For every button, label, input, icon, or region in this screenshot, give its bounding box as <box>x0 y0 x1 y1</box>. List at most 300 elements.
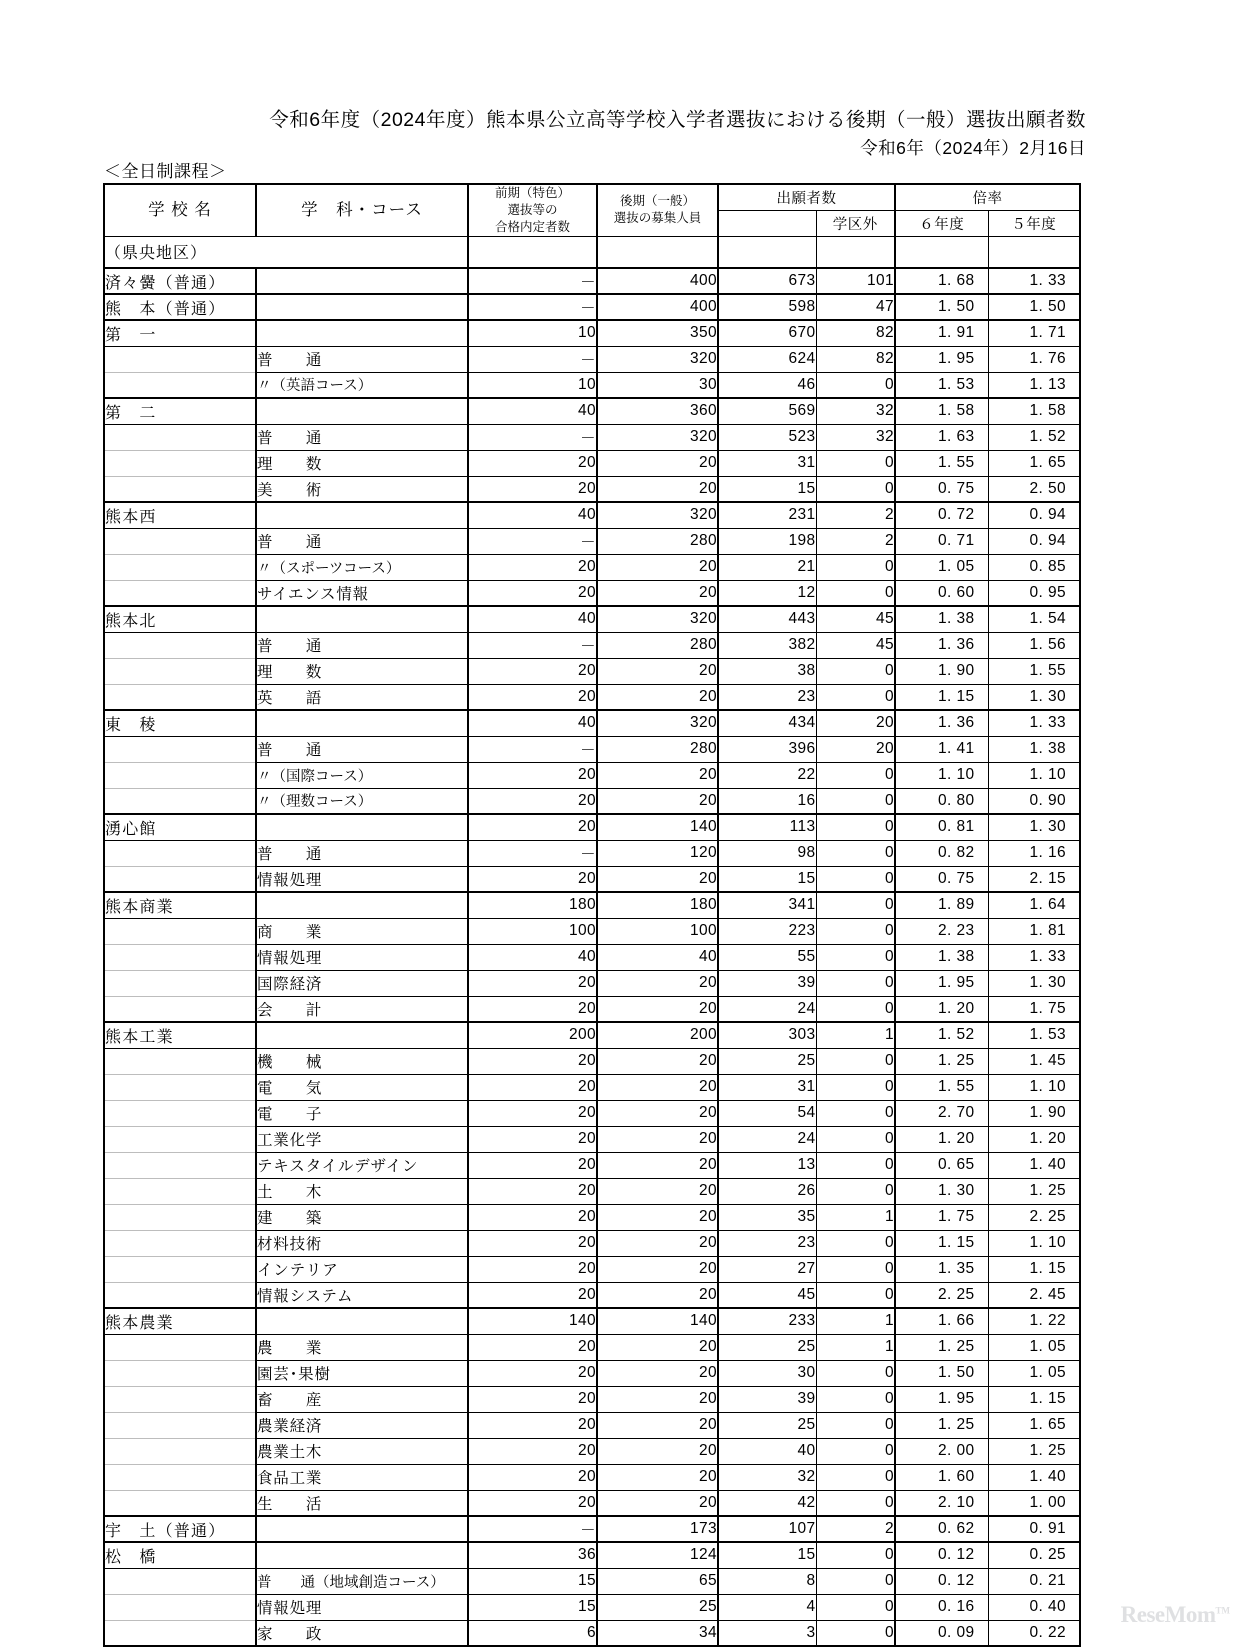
cell-applicants: 624 <box>718 346 816 372</box>
cell-ratio-r5: 1. 05 <box>988 1360 1080 1386</box>
table-row-course <box>104 1074 1080 1100</box>
cell-zenki-quota: 10 <box>468 372 597 398</box>
cell-ratio-r5: 2. 45 <box>988 1282 1080 1308</box>
cell-outside-district: 0 <box>816 1464 895 1490</box>
cell-ratio-r5: 0. 40 <box>988 1594 1080 1620</box>
header-zenki-line3: 合格内定者数 <box>494 219 570 234</box>
cell-ratio-r6: 1. 36 <box>895 632 988 658</box>
cell-outside-district: 47 <box>816 294 895 320</box>
cell-applicants: 42 <box>718 1490 816 1516</box>
cell-applicants: 21 <box>718 554 816 580</box>
table-row-school <box>104 1022 1080 1048</box>
table-row-course <box>104 1438 1080 1464</box>
cell-school-name <box>104 1048 256 1074</box>
cell-ratio-r5: 1. 54 <box>988 606 1080 632</box>
cell-course-name: サイエンス情報 <box>256 580 468 606</box>
cell-outside-district: 0 <box>816 1594 895 1620</box>
header-ratio-r5: ５年度 <box>988 210 1080 236</box>
table-row-course <box>104 866 1080 892</box>
cell-zenki-quota: － <box>468 632 597 658</box>
resemom-watermark <box>1121 1602 1230 1628</box>
cell-course-name: 理 数 <box>256 450 468 476</box>
header-course-label: 学 科・コース <box>301 201 423 219</box>
cell-kouki-quota: 20 <box>597 684 718 710</box>
header-kouki-line2: 選抜の募集人員 <box>613 211 702 226</box>
cell-kouki-quota: 320 <box>597 710 718 736</box>
cell-school-name <box>104 840 256 866</box>
cell-course-name <box>256 502 468 528</box>
cell-school-name <box>104 346 256 372</box>
cell-zenki-quota: 20 <box>468 788 597 814</box>
cell-zenki-quota: 40 <box>468 944 597 970</box>
table-row-course <box>104 788 1080 814</box>
cell-course-name: 建 築 <box>256 1204 468 1230</box>
cell-zenki-quota: － <box>468 424 597 450</box>
cell-ratio-r6: 0. 65 <box>895 1152 988 1178</box>
cell-ratio-r6: 1. 10 <box>895 762 988 788</box>
cell-ratio-r5: 2. 15 <box>988 866 1080 892</box>
cell-ratio-r5: 0. 94 <box>988 528 1080 554</box>
cell-school-name: 済々黌（普通） <box>104 268 256 294</box>
cell-outside-district: 82 <box>816 320 895 346</box>
applicants-table <box>103 183 1081 1647</box>
cell-ratio-r5: 1. 33 <box>988 710 1080 736</box>
region-blank-cell <box>597 236 718 268</box>
header-ratio-r6: ６年度 <box>895 210 988 236</box>
cell-kouki-quota: 25 <box>597 1594 718 1620</box>
cell-school-name: 熊本北 <box>104 606 256 632</box>
table-row-course <box>104 736 1080 762</box>
cell-school-name <box>104 1568 256 1594</box>
cell-kouki-quota: 350 <box>597 320 718 346</box>
cell-ratio-r5: 1. 65 <box>988 450 1080 476</box>
cell-course-name: テキスタイルデザイン <box>256 1152 468 1178</box>
cell-zenki-quota: 140 <box>468 1308 597 1334</box>
cell-school-name <box>104 1204 256 1230</box>
table-row-course <box>104 840 1080 866</box>
cell-ratio-r6: 1. 41 <box>895 736 988 762</box>
cell-kouki-quota: 173 <box>597 1516 718 1542</box>
cell-course-name <box>256 892 468 918</box>
cell-course-name: 普 通 <box>256 346 468 372</box>
cell-applicants: 15 <box>718 476 816 502</box>
cell-ratio-r6: 0. 75 <box>895 476 988 502</box>
cell-kouki-quota: 20 <box>597 1152 718 1178</box>
cell-course-name: 電 子 <box>256 1100 468 1126</box>
cell-ratio-r5: 1. 10 <box>988 1074 1080 1100</box>
region-blank-cell <box>988 236 1080 268</box>
cell-ratio-r5: 1. 30 <box>988 970 1080 996</box>
cell-course-name: 普 通（地域創造コース） <box>256 1568 468 1594</box>
cell-ratio-r6: 1. 30 <box>895 1178 988 1204</box>
table-row-school <box>104 814 1080 840</box>
cell-ratio-r5: 1. 50 <box>988 294 1080 320</box>
cell-course-name: 普 通 <box>256 632 468 658</box>
region-blank-cell <box>895 236 988 268</box>
cell-ratio-r5: 0. 22 <box>988 1620 1080 1646</box>
cell-applicants: 40 <box>718 1438 816 1464</box>
table-row-course <box>104 1334 1080 1360</box>
cell-course-name: 〃（英語コース） <box>256 372 468 398</box>
cell-school-name <box>104 1386 256 1412</box>
cell-zenki-quota: 15 <box>468 1568 597 1594</box>
cell-kouki-quota: 20 <box>597 658 718 684</box>
cell-kouki-quota: 20 <box>597 1412 718 1438</box>
table-row-course <box>104 918 1080 944</box>
cell-applicants: 24 <box>718 996 816 1022</box>
cell-ratio-r6: 1. 95 <box>895 346 988 372</box>
cell-school-name: 熊本工業 <box>104 1022 256 1048</box>
cell-ratio-r6: 1. 68 <box>895 268 988 294</box>
cell-zenki-quota: 40 <box>468 606 597 632</box>
cell-school-name <box>104 1152 256 1178</box>
cell-applicants: 46 <box>718 372 816 398</box>
cell-applicants: 45 <box>718 1282 816 1308</box>
cell-kouki-quota: 30 <box>597 372 718 398</box>
cell-ratio-r5: 1. 13 <box>988 372 1080 398</box>
cell-course-name <box>256 320 468 346</box>
cell-zenki-quota: 20 <box>468 1438 597 1464</box>
cell-zenki-quota: 10 <box>468 320 597 346</box>
cell-applicants: 98 <box>718 840 816 866</box>
cell-ratio-r6: 2. 00 <box>895 1438 988 1464</box>
table-body <box>104 236 1080 1646</box>
cell-ratio-r6: 0. 12 <box>895 1568 988 1594</box>
cell-zenki-quota: － <box>468 346 597 372</box>
cell-ratio-r6: 0. 71 <box>895 528 988 554</box>
table-row-course <box>104 1412 1080 1438</box>
cell-zenki-quota: 20 <box>468 1490 597 1516</box>
cell-applicants: 341 <box>718 892 816 918</box>
cell-outside-district: 1 <box>816 1204 895 1230</box>
cell-ratio-r6: 1. 50 <box>895 294 988 320</box>
cell-applicants: 443 <box>718 606 816 632</box>
header-kouki-line1: 後期（一般） <box>619 194 695 209</box>
header-applicants-blank <box>718 210 816 236</box>
cell-ratio-r6: 0. 82 <box>895 840 988 866</box>
cell-outside-district: 20 <box>816 710 895 736</box>
table-row-course <box>104 1230 1080 1256</box>
table-row-course <box>104 1464 1080 1490</box>
cell-zenki-quota: 20 <box>468 1204 597 1230</box>
cell-zenki-quota: 20 <box>468 684 597 710</box>
cell-kouki-quota: 180 <box>597 892 718 918</box>
cell-ratio-r5: 1. 71 <box>988 320 1080 346</box>
cell-school-name <box>104 1334 256 1360</box>
cell-kouki-quota: 20 <box>597 1048 718 1074</box>
cell-course-name: 情報処理 <box>256 866 468 892</box>
cell-kouki-quota: 200 <box>597 1022 718 1048</box>
cell-zenki-quota: 20 <box>468 1386 597 1412</box>
cell-ratio-r6: 1. 15 <box>895 684 988 710</box>
cell-outside-district: 0 <box>816 1568 895 1594</box>
cell-course-name: 工業化学 <box>256 1126 468 1152</box>
cell-school-name <box>104 658 256 684</box>
cell-zenki-quota: 20 <box>468 1100 597 1126</box>
cell-ratio-r5: 0. 95 <box>988 580 1080 606</box>
table-row-course <box>104 580 1080 606</box>
cell-ratio-r6: 0. 81 <box>895 814 988 840</box>
table-row-course <box>104 372 1080 398</box>
cell-outside-district: 0 <box>816 1386 895 1412</box>
cell-school-name <box>104 1490 256 1516</box>
document-title-block <box>0 108 1086 162</box>
cell-ratio-r5: 2. 50 <box>988 476 1080 502</box>
cell-kouki-quota: 40 <box>597 944 718 970</box>
table-row-course <box>104 1620 1080 1646</box>
table-row-course <box>104 632 1080 658</box>
page-title: 令和6年度（2024年度）熊本県公立高等学校入学者選抜における後期（一般）選抜出願者数 <box>269 109 1086 131</box>
cell-zenki-quota: 20 <box>468 1334 597 1360</box>
table-row-course <box>104 1126 1080 1152</box>
header-row-1 <box>104 184 1080 210</box>
cell-zenki-quota: 40 <box>468 710 597 736</box>
region-label: （県央地区） <box>104 236 468 268</box>
cell-applicants: 55 <box>718 944 816 970</box>
cell-school-name <box>104 554 256 580</box>
cell-applicants: 26 <box>718 1178 816 1204</box>
table-row-school <box>104 502 1080 528</box>
cell-school-name: 宇 土（普通） <box>104 1516 256 1542</box>
cell-applicants: 673 <box>718 268 816 294</box>
cell-kouki-quota: 20 <box>597 762 718 788</box>
course-type-label: ＜全日制課程＞ <box>104 162 227 181</box>
cell-outside-district: 0 <box>816 1230 895 1256</box>
cell-ratio-r5: 1. 33 <box>988 944 1080 970</box>
cell-outside-district: 0 <box>816 1100 895 1126</box>
cell-zenki-quota: 20 <box>468 1360 597 1386</box>
cell-outside-district: 1 <box>816 1022 895 1048</box>
cell-applicants: 523 <box>718 424 816 450</box>
table-row-course <box>104 476 1080 502</box>
cell-zenki-quota: 20 <box>468 814 597 840</box>
cell-kouki-quota: 20 <box>597 1490 718 1516</box>
cell-applicants: 382 <box>718 632 816 658</box>
header-ratio: 倍率 <box>895 184 1080 210</box>
cell-zenki-quota: － <box>468 268 597 294</box>
cell-ratio-r6: 0. 60 <box>895 580 988 606</box>
cell-kouki-quota: 320 <box>597 502 718 528</box>
cell-course-name <box>256 1308 468 1334</box>
cell-outside-district: 0 <box>816 788 895 814</box>
cell-ratio-r6: 1. 53 <box>895 372 988 398</box>
cell-applicants: 32 <box>718 1464 816 1490</box>
cell-outside-district: 2 <box>816 1516 895 1542</box>
cell-outside-district: 0 <box>816 1074 895 1100</box>
cell-outside-district: 0 <box>816 450 895 476</box>
cell-school-name <box>104 1126 256 1152</box>
cell-ratio-r6: 0. 62 <box>895 1516 988 1542</box>
table-header <box>104 184 1080 236</box>
header-zenki-line1: 前期（特色） <box>494 186 570 200</box>
cell-outside-district: 0 <box>816 1438 895 1464</box>
table-row-course <box>104 1360 1080 1386</box>
cell-applicants: 198 <box>718 528 816 554</box>
cell-course-name <box>256 1542 468 1568</box>
cell-applicants: 22 <box>718 762 816 788</box>
cell-school-name <box>104 632 256 658</box>
cell-ratio-r6: 1. 63 <box>895 424 988 450</box>
header-zenki <box>468 184 597 236</box>
cell-zenki-quota: 20 <box>468 476 597 502</box>
cell-ratio-r6: 1. 89 <box>895 892 988 918</box>
table-row-school <box>104 1542 1080 1568</box>
cell-applicants: 35 <box>718 1204 816 1230</box>
cell-applicants: 303 <box>718 1022 816 1048</box>
cell-ratio-r5: 1. 81 <box>988 918 1080 944</box>
cell-school-name: 第 一 <box>104 320 256 346</box>
table-row-course <box>104 658 1080 684</box>
table-row-course <box>104 450 1080 476</box>
cell-applicants: 15 <box>718 866 816 892</box>
cell-school-name: 東 稜 <box>104 710 256 736</box>
cell-course-name <box>256 398 468 424</box>
cell-zenki-quota: 36 <box>468 1542 597 1568</box>
cell-applicants: 25 <box>718 1334 816 1360</box>
cell-school-name <box>104 788 256 814</box>
cell-school-name <box>104 1438 256 1464</box>
cell-applicants: 39 <box>718 1386 816 1412</box>
table-row-school <box>104 1308 1080 1334</box>
cell-applicants: 25 <box>718 1048 816 1074</box>
cell-outside-district: 0 <box>816 1048 895 1074</box>
cell-school-name <box>104 424 256 450</box>
cell-applicants: 31 <box>718 1074 816 1100</box>
cell-school-name: 第 二 <box>104 398 256 424</box>
cell-zenki-quota: 20 <box>468 970 597 996</box>
cell-ratio-r5: 0. 91 <box>988 1516 1080 1542</box>
cell-ratio-r6: 1. 25 <box>895 1048 988 1074</box>
table-row-school <box>104 606 1080 632</box>
region-blank-cell <box>468 236 597 268</box>
cell-zenki-quota: 20 <box>468 658 597 684</box>
cell-outside-district: 1 <box>816 1334 895 1360</box>
cell-school-name <box>104 528 256 554</box>
header-applicants: 出願者数 <box>718 184 895 210</box>
cell-zenki-quota: 20 <box>468 1464 597 1490</box>
cell-ratio-r5: 1. 15 <box>988 1256 1080 1282</box>
cell-applicants: 54 <box>718 1100 816 1126</box>
cell-outside-district: 45 <box>816 606 895 632</box>
cell-applicants: 3 <box>718 1620 816 1646</box>
cell-zenki-quota: 20 <box>468 450 597 476</box>
cell-ratio-r5: 1. 15 <box>988 1386 1080 1412</box>
cell-school-name: 熊本商業 <box>104 892 256 918</box>
cell-kouki-quota: 20 <box>597 1126 718 1152</box>
cell-kouki-quota: 20 <box>597 1464 718 1490</box>
cell-kouki-quota: 320 <box>597 346 718 372</box>
table-row-school <box>104 294 1080 320</box>
cell-school-name <box>104 762 256 788</box>
cell-applicants: 23 <box>718 684 816 710</box>
cell-ratio-r5: 1. 40 <box>988 1464 1080 1490</box>
cell-ratio-r5: 1. 05 <box>988 1334 1080 1360</box>
cell-outside-district: 2 <box>816 528 895 554</box>
cell-course-name: 土 木 <box>256 1178 468 1204</box>
cell-ratio-r5: 1. 10 <box>988 1230 1080 1256</box>
cell-applicants: 598 <box>718 294 816 320</box>
cell-course-name: 家 政 <box>256 1620 468 1646</box>
cell-course-name: 〃（理数コース） <box>256 788 468 814</box>
cell-kouki-quota: 20 <box>597 788 718 814</box>
cell-outside-district: 0 <box>816 476 895 502</box>
cell-outside-district: 0 <box>816 1126 895 1152</box>
cell-school-name <box>104 918 256 944</box>
cell-applicants: 231 <box>718 502 816 528</box>
cell-ratio-r5: 0. 94 <box>988 502 1080 528</box>
cell-applicants: 670 <box>718 320 816 346</box>
table-row-course <box>104 996 1080 1022</box>
cell-outside-district: 0 <box>816 892 895 918</box>
cell-zenki-quota: 20 <box>468 1178 597 1204</box>
cell-ratio-r5: 0. 21 <box>988 1568 1080 1594</box>
cell-applicants: 8 <box>718 1568 816 1594</box>
region-blank-cell <box>718 236 816 268</box>
cell-outside-district: 32 <box>816 398 895 424</box>
cell-zenki-quota: 20 <box>468 1048 597 1074</box>
cell-course-name <box>256 1516 468 1542</box>
header-kouki <box>597 184 718 236</box>
cell-kouki-quota: 20 <box>597 1204 718 1230</box>
cell-course-name: 普 通 <box>256 528 468 554</box>
cell-course-name: 〃（国際コース） <box>256 762 468 788</box>
table-row-school <box>104 1516 1080 1542</box>
cell-kouki-quota: 20 <box>597 1334 718 1360</box>
cell-kouki-quota: 20 <box>597 580 718 606</box>
cell-zenki-quota: 20 <box>468 762 597 788</box>
cell-applicants: 569 <box>718 398 816 424</box>
cell-zenki-quota: － <box>468 1516 597 1542</box>
cell-school-name: 熊 本（普通） <box>104 294 256 320</box>
cell-kouki-quota: 320 <box>597 424 718 450</box>
cell-kouki-quota: 34 <box>597 1620 718 1646</box>
cell-ratio-r5: 1. 25 <box>988 1178 1080 1204</box>
cell-kouki-quota: 20 <box>597 1256 718 1282</box>
cell-zenki-quota: 20 <box>468 1152 597 1178</box>
table-row-school <box>104 892 1080 918</box>
cell-zenki-quota: 20 <box>468 1074 597 1100</box>
cell-ratio-r6: 1. 75 <box>895 1204 988 1230</box>
table-row-course <box>104 970 1080 996</box>
cell-course-name: 生 活 <box>256 1490 468 1516</box>
table-row-course <box>104 1386 1080 1412</box>
cell-course-name: 農業土木 <box>256 1438 468 1464</box>
cell-zenki-quota: 20 <box>468 580 597 606</box>
cell-ratio-r6: 1. 95 <box>895 970 988 996</box>
cell-course-name: 情報システム <box>256 1282 468 1308</box>
cell-ratio-r6: 1. 50 <box>895 1360 988 1386</box>
watermark-tm: TM <box>1215 1605 1230 1616</box>
cell-applicants: 15 <box>718 1542 816 1568</box>
cell-ratio-r5: 1. 64 <box>988 892 1080 918</box>
cell-school-name: 湧心館 <box>104 814 256 840</box>
cell-ratio-r5: 1. 00 <box>988 1490 1080 1516</box>
cell-school-name <box>104 970 256 996</box>
cell-ratio-r5: 1. 76 <box>988 346 1080 372</box>
cell-applicants: 233 <box>718 1308 816 1334</box>
cell-course-name: 情報処理 <box>256 944 468 970</box>
cell-kouki-quota: 20 <box>597 476 718 502</box>
cell-ratio-r5: 1. 30 <box>988 814 1080 840</box>
cell-ratio-r5: 1. 65 <box>988 1412 1080 1438</box>
cell-kouki-quota: 140 <box>597 814 718 840</box>
cell-ratio-r6: 2. 70 <box>895 1100 988 1126</box>
cell-ratio-r6: 1. 38 <box>895 944 988 970</box>
cell-kouki-quota: 20 <box>597 450 718 476</box>
table-row-course <box>104 1152 1080 1178</box>
cell-ratio-r6: 0. 16 <box>895 1594 988 1620</box>
cell-outside-district: 0 <box>816 762 895 788</box>
